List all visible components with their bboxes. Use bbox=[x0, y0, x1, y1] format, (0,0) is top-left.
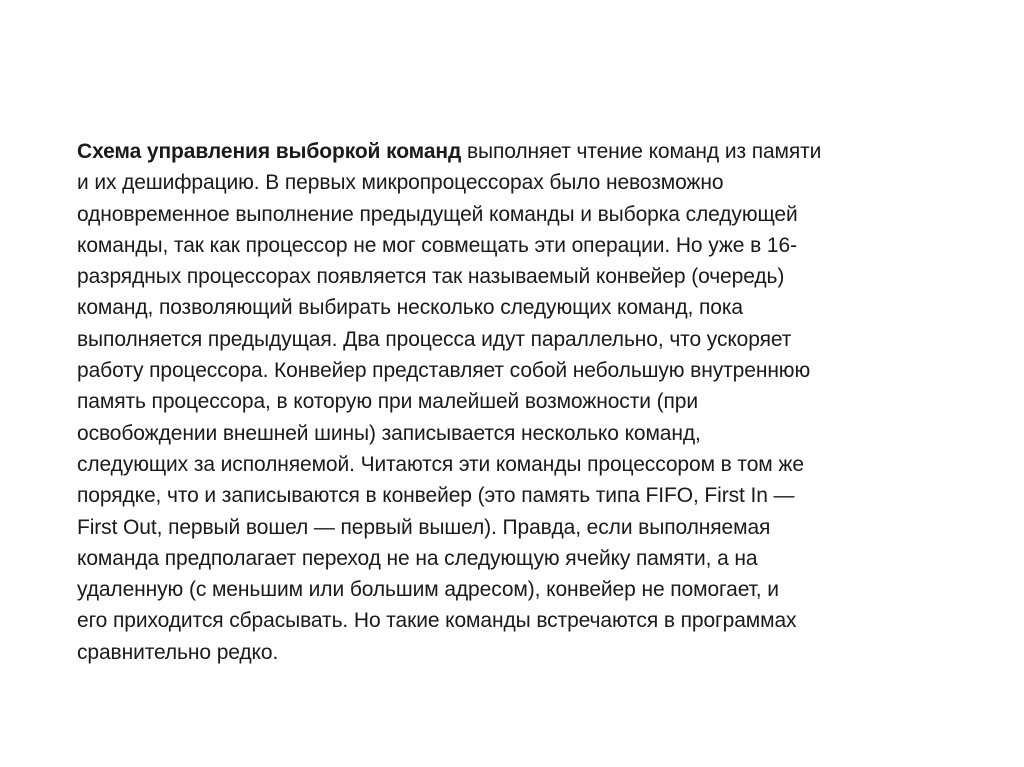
text-line-5: разрядных процессорах появляется так называемый конвейер (очередь) bbox=[77, 265, 785, 289]
text-line-1 bbox=[77, 136, 937, 167]
text-line-14: команда предполагает переход не на следующую ячейку памяти, а на bbox=[77, 546, 758, 570]
text-line-15: удаленную (с меньшим или большим адресом), конвейер не помогает, и bbox=[77, 578, 779, 602]
bold-term: Схема управления выборкой команд bbox=[77, 140, 462, 163]
text-line-7: выполняется предыдущая. Два процесса идут параллельно, что ускоряет bbox=[77, 327, 792, 351]
text-line-3: одновременное выполнение предыдущей команды и выборка следующей bbox=[77, 202, 798, 226]
text-line-2: и их дешифрацию. В первых микропроцессорах было невозможно bbox=[77, 171, 724, 195]
text-line-13: First Out, первый вошел — первый вышел). Правда, если выполняемая bbox=[77, 515, 771, 539]
text-line-12: порядке, что и записываются в конвейер (это память типа FIFO, First In — bbox=[77, 484, 795, 508]
text-line-17: сравнительно редко. bbox=[77, 640, 279, 664]
text-line-16: его приходится сбрасывать. Но такие команды встречаются в программах bbox=[77, 609, 797, 633]
text-line-6: команд, позволяющий выбирать несколько следующих команд, пока bbox=[77, 296, 743, 320]
text-line-9: память процессора, в которую при малейшей возможности (при bbox=[77, 390, 698, 414]
text-line-8: работу процессора. Конвейер представляет собой небольшую внутреннюю bbox=[77, 359, 811, 383]
text-line-11: следующих за исполняемой. Читаются эти команды процессором в том же bbox=[77, 452, 804, 476]
text-line-4: команды, так как процессор не мог совмещать эти операции. Но уже в 16- bbox=[77, 233, 797, 257]
text-line-10: освобождении внешней шины) записывается несколько команд, bbox=[77, 421, 701, 445]
body-paragraph bbox=[77, 136, 937, 668]
text-line-1-rest: выполняет чтение команд из памяти bbox=[461, 140, 822, 163]
